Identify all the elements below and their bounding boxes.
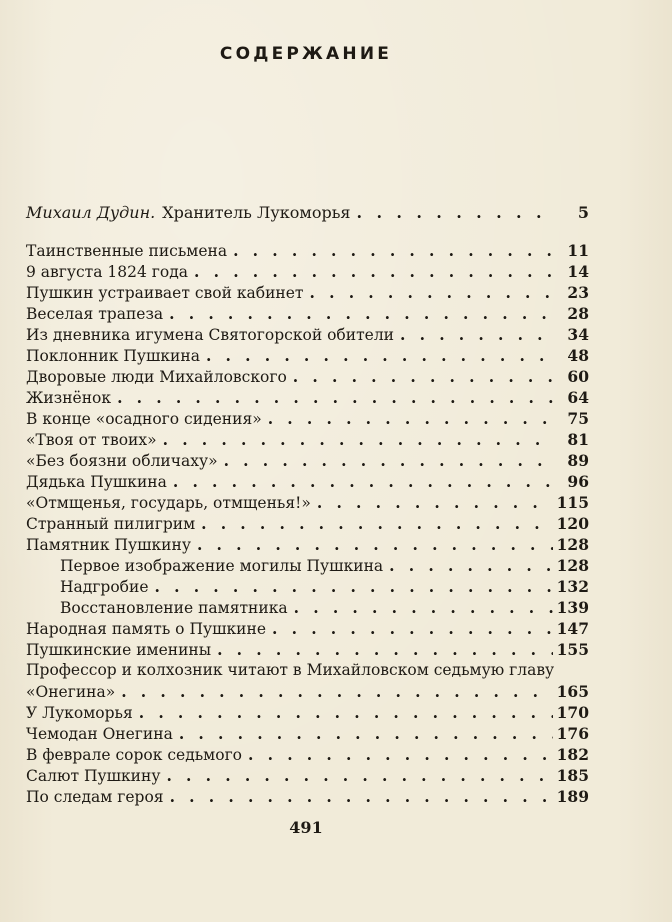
page-number: 491	[289, 818, 323, 837]
toc-entry-title: Дядька Пушкина	[26, 473, 167, 491]
dot-leader	[194, 261, 555, 282]
toc-entry	[26, 723, 589, 744]
toc-entry-title: «Твоя от твоих»	[26, 431, 157, 449]
toc-entry-title: Жизнёнок	[26, 389, 112, 407]
toc-entry-page: 182	[556, 745, 589, 764]
toc-entry	[26, 702, 589, 723]
toc-entry-page: 81	[567, 430, 589, 449]
toc-entry	[26, 408, 589, 429]
toc-entry-title: Надгробие	[60, 578, 149, 596]
toc-entry	[26, 261, 589, 282]
toc-entry	[26, 681, 589, 702]
toc-entry	[26, 639, 589, 660]
toc-entry-page: 189	[556, 787, 589, 806]
toc-entry	[26, 240, 589, 261]
toc-entry	[26, 786, 589, 807]
toc-entry	[26, 303, 589, 324]
toc-entry-page: 60	[567, 367, 589, 386]
toc-entry-title: В феврале сорок седьмого	[26, 746, 243, 764]
toc-entry	[26, 282, 589, 303]
dot-leader	[294, 597, 553, 618]
page-title: СОДЕРЖАНИЕ	[219, 44, 393, 64]
dot-leader	[121, 681, 552, 702]
toc-entry-page: 14	[567, 262, 589, 281]
toc-entry-page: 34	[567, 325, 589, 344]
dot-leader	[163, 429, 555, 450]
toc-entry-title: Пушкин устраивает свой кабинет	[26, 284, 304, 302]
toc-entry-title: Народная память о Пушкине	[26, 620, 267, 638]
toc-entry-title: В конце «осадного сидения»	[26, 410, 262, 428]
toc-entry	[26, 387, 589, 408]
dot-leader	[155, 576, 553, 597]
dot-leader	[117, 387, 555, 408]
toc-entry	[26, 366, 589, 387]
toc-entry-title	[26, 201, 351, 225]
toc-entry-title: По следам героя	[26, 788, 164, 806]
toc-entry	[26, 471, 589, 492]
dot-leader	[224, 450, 555, 471]
dot-leader	[233, 240, 555, 261]
toc-entry-page: 147	[556, 619, 589, 638]
toc-entry-title: У Лукоморья	[26, 704, 133, 722]
toc-entry-page: 5	[577, 203, 589, 222]
toc-entry-page: 128	[556, 556, 589, 575]
toc-entry-title: 9 августа 1824 года	[26, 263, 189, 281]
toc-entry-title: Восстановление памятника	[60, 599, 288, 617]
toc-entry-page: 155	[556, 640, 589, 659]
toc-entry	[26, 765, 589, 786]
toc-entry-page: 139	[556, 598, 589, 617]
toc-entry-page: 64	[567, 388, 589, 407]
toc-entry-title: Памятник Пушкину	[26, 536, 191, 554]
toc-entry-page: 185	[556, 766, 589, 785]
toc-entry-title: Дворовые люди Михайловского	[26, 368, 287, 386]
toc-entry-title: Салют Пушкину	[26, 767, 161, 785]
dot-leader	[173, 471, 555, 492]
dot-leader	[179, 723, 553, 744]
toc-entry	[26, 618, 589, 639]
toc-entry-title: Пушкинские именины	[26, 641, 212, 659]
toc-entry-title: Чемодан Онегина	[26, 725, 173, 743]
toc-intro	[26, 201, 589, 225]
dot-leader	[139, 702, 553, 723]
toc-entry	[26, 450, 589, 471]
dot-leader	[170, 786, 553, 807]
toc-entry-title: Первое изображение могилы Пушкина	[60, 557, 384, 575]
dot-leader	[357, 201, 556, 225]
dot-leader	[217, 639, 553, 660]
toc-subentry	[26, 576, 589, 597]
dot-leader	[268, 408, 555, 429]
toc-entry-label: Хранитель Лукоморья	[162, 203, 351, 222]
toc-entry-page: 28	[567, 304, 589, 323]
toc-entry-title: Странный пилигрим	[26, 515, 196, 533]
dot-leader	[272, 618, 553, 639]
dot-leader	[400, 324, 555, 345]
toc-entry-page: 165	[556, 682, 589, 701]
toc-entry-page: 48	[567, 346, 589, 365]
toc-entry-page: 115	[556, 493, 589, 512]
toc-subentry	[26, 597, 589, 618]
toc-entry	[26, 201, 589, 225]
toc-entry-page: 23	[567, 283, 589, 302]
dot-leader	[197, 534, 553, 555]
dot-leader	[169, 303, 555, 324]
toc-entry	[26, 492, 589, 513]
dot-leader	[310, 282, 555, 303]
toc-entry-page: 11	[567, 241, 589, 260]
dot-leader	[389, 555, 552, 576]
toc-list	[26, 240, 589, 807]
toc-entry-page: 89	[567, 451, 589, 470]
toc-entry-first-line	[26, 660, 589, 681]
toc-entry-page: 120	[556, 514, 589, 533]
toc-entry-page: 176	[556, 724, 589, 743]
toc-entry	[26, 744, 589, 765]
toc-entry	[26, 345, 589, 366]
toc-entry	[26, 513, 589, 534]
toc-entry	[26, 324, 589, 345]
toc-entry-author: Михаил Дудин.	[26, 203, 156, 222]
toc-subentry	[26, 555, 589, 576]
toc-entry-title: Из дневника игумена Святогорской обители	[26, 326, 395, 344]
toc-entry-title: Поклонник Пушкина	[26, 347, 200, 365]
toc-entry-title: «Без боязни обличаху»	[26, 452, 218, 470]
dot-leader	[293, 366, 555, 387]
dot-leader	[317, 492, 553, 513]
toc-entry-title: «Онегина»	[26, 683, 116, 701]
toc-entry-page: 75	[567, 409, 589, 428]
toc-entry-title: «Отмщенья, государь, отмщенья!»	[26, 494, 311, 512]
toc-entry	[26, 429, 589, 450]
dot-leader	[166, 765, 552, 786]
toc-entry-title: Таинственные письмена	[26, 242, 228, 260]
toc-entry-page: 96	[567, 472, 589, 491]
dot-leader	[206, 345, 555, 366]
dot-leader	[248, 744, 553, 765]
toc-entry-title: Профессор и колхозник читают в Михайловском седьмую главу	[26, 661, 555, 679]
toc-entry-page: 170	[556, 703, 589, 722]
dot-leader	[201, 513, 553, 534]
toc-entry-page: 132	[556, 577, 589, 596]
toc-entry	[26, 534, 589, 555]
toc-entry-title: Веселая трапеза	[26, 305, 164, 323]
toc-entry-page: 128	[556, 535, 589, 554]
